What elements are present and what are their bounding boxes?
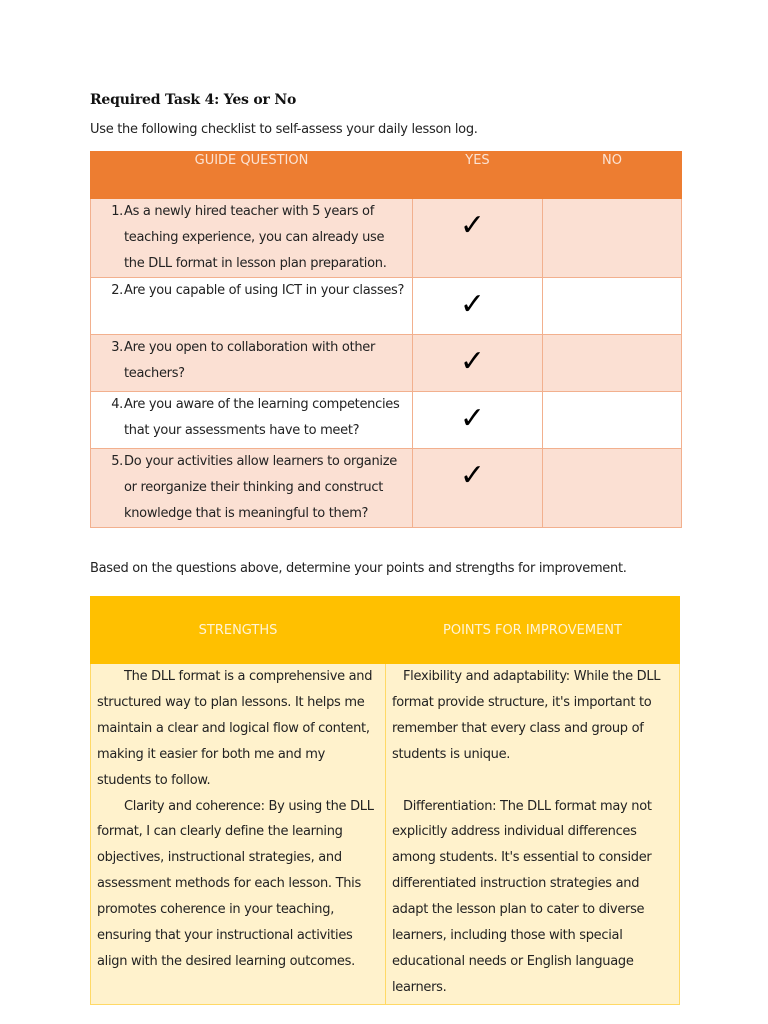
- question-text: Are you capable of using ICT in your classes?: [124, 283, 405, 298]
- question-text: Are you open to collaboration with other teachers?: [124, 340, 376, 381]
- strength-paragraph: The DLL format is a comprehensive and structured way to plan lessons. It helps me maintain a clear and logical flow of content, making it easier for both me and my students to follow.: [97, 669, 373, 788]
- question-number: 5.: [111, 454, 123, 469]
- strength-paragraph: Clarity and coherence: By using the DLL format, I can clearly define the learning objectives, instructional strategies, and assessment methods for each lesson. This promotes coherence in your teaching, ensuring that your instructional activities align with the desired learning outcomes.: [97, 798, 374, 969]
- yes-cell[interactable]: [413, 449, 543, 528]
- question-text: As a newly hired teacher with 5 years of teaching experience, you can already use the DLL format in lesson plan preparation.: [124, 204, 387, 271]
- checklist-row: [91, 278, 682, 335]
- assessment-table: [90, 596, 680, 1005]
- task-title: Required Task 4: Yes or No: [90, 92, 297, 108]
- header-guide-question: GUIDE QUESTION: [91, 152, 413, 199]
- header-strengths: STRENGTHS: [91, 597, 386, 664]
- checkmark-icon: ✓: [459, 458, 486, 493]
- instructions-text: Based on the questions above, determine your points and strengths for improvement.: [90, 561, 627, 576]
- no-cell[interactable]: [543, 278, 682, 335]
- checklist-row: [91, 392, 682, 449]
- question-cell: [91, 199, 413, 278]
- improvement-paragraph: Flexibility and adaptability: While the DLL format provide structure, it's important to remember that every class and group of students is unique.: [392, 669, 661, 762]
- strengths-cell: [91, 664, 386, 1005]
- yes-cell[interactable]: [413, 278, 543, 335]
- question-number: 1.: [111, 204, 123, 219]
- header-no: NO: [543, 152, 682, 199]
- question-cell: [91, 278, 413, 335]
- no-cell[interactable]: [543, 449, 682, 528]
- improvement-paragraph: Differentiation: The DLL format may not explicitly address individual differences among students. It's essential to consider differentiated instruction strategies and adapt the lesson plan to cater to diverse learners, including those with special educational needs or English language learners.: [392, 798, 652, 995]
- question-cell: [91, 449, 413, 528]
- paragraph-spacer: [392, 768, 674, 794]
- assessment-header-row: [91, 597, 680, 664]
- checklist-row: [91, 199, 682, 278]
- question-cell: [91, 335, 413, 392]
- checklist-row: [91, 335, 682, 392]
- yes-cell[interactable]: [413, 335, 543, 392]
- checkmark-icon: ✓: [459, 344, 486, 379]
- header-points-for-improvement: POINTS FOR IMPROVEMENT: [386, 597, 680, 664]
- checkmark-icon: ✓: [459, 287, 486, 322]
- checkmark-icon: ✓: [459, 401, 486, 436]
- header-yes: YES: [413, 152, 543, 199]
- improvement-cell: [386, 664, 680, 1005]
- checklist-row: [91, 449, 682, 528]
- no-cell[interactable]: [543, 199, 682, 278]
- no-cell[interactable]: [543, 335, 682, 392]
- assessment-row: [91, 664, 680, 1005]
- checkmark-icon: ✓: [459, 208, 486, 243]
- checklist-header-row: [91, 152, 682, 199]
- question-number: 4.: [111, 397, 123, 412]
- question-number: 3.: [111, 340, 123, 355]
- yes-cell[interactable]: [413, 199, 543, 278]
- question-text: Do your activities allow learners to organize or reorganize their thinking and construct knowledge that is meaningful to them?: [124, 454, 397, 521]
- question-text: Are you aware of the learning competencies that your assessments have to meet?: [124, 397, 400, 438]
- question-cell: [91, 392, 413, 449]
- checklist-table: [90, 151, 682, 528]
- intro-text: Use the following checklist to self-assess your daily lesson log.: [90, 122, 478, 137]
- no-cell[interactable]: [543, 392, 682, 449]
- yes-cell[interactable]: [413, 392, 543, 449]
- question-number: 2.: [111, 283, 123, 298]
